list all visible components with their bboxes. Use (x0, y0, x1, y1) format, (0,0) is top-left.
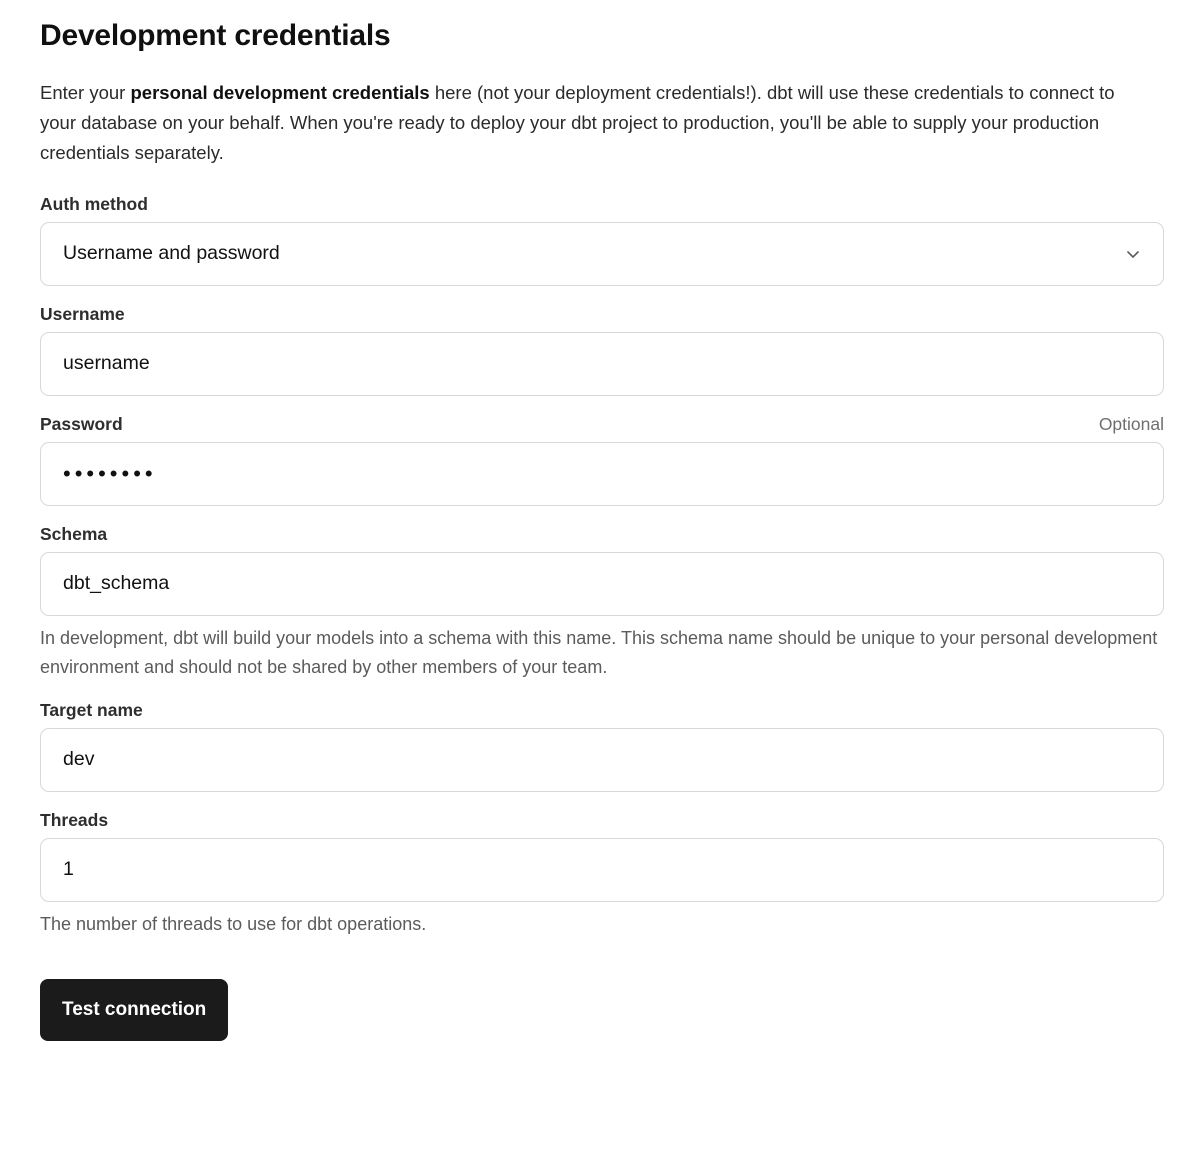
threads-value: 1 (63, 858, 74, 881)
target-name-label-row (40, 700, 1164, 721)
test-connection-button[interactable]: Test connection (40, 979, 228, 1041)
field-username (40, 304, 1164, 396)
username-label: Username (40, 303, 125, 324)
threads-input[interactable] (40, 838, 1164, 902)
chevron-down-icon (1125, 246, 1141, 262)
field-password (40, 414, 1164, 506)
threads-label-row (40, 810, 1164, 831)
page-title: Development credentials (40, 19, 391, 52)
password-value: •••••••• (63, 460, 157, 486)
field-auth-method (40, 194, 1164, 286)
auth-method-label: Auth method (40, 193, 148, 214)
schema-label: Schema (40, 523, 108, 544)
username-value: username (63, 352, 150, 375)
auth-method-value: Username and password (63, 242, 280, 265)
password-optional-tag: Optional (1098, 413, 1164, 434)
field-schema (40, 524, 1164, 682)
auth-method-label-row (40, 194, 1164, 215)
password-input[interactable] (40, 442, 1164, 506)
intro-paragraph (40, 78, 1140, 168)
schema-help-text: In development, dbt will build your models into a schema with this name. This schema name should be unique to your personal development environment and should not be shared by other members of your team. (40, 627, 1158, 678)
password-label-row (40, 414, 1164, 435)
password-label: Password (40, 413, 123, 434)
field-target-name (40, 700, 1164, 792)
target-name-input[interactable] (40, 728, 1164, 792)
schema-value: dbt_schema (63, 572, 170, 595)
threads-help-text: The number of threads to use for dbt operations. (40, 914, 427, 935)
target-name-value: dev (63, 748, 95, 771)
schema-label-row (40, 524, 1164, 545)
target-name-label: Target name (40, 700, 143, 721)
intro-bold: personal development credentials (130, 82, 430, 103)
username-label-row (40, 304, 1164, 325)
intro-suffix: here (not your deployment credentials!). dbt will use these credentials to connect to your database on your behalf. When you're ready to deploy your dbt project to production, you'll be able to supply your production credentials separately. (40, 82, 1115, 163)
username-input[interactable] (40, 332, 1164, 396)
threads-label: Threads (40, 810, 109, 831)
auth-method-select[interactable] (40, 222, 1164, 286)
field-threads (40, 810, 1164, 939)
schema-input[interactable] (40, 552, 1164, 616)
intro-prefix: Enter your (40, 82, 131, 103)
